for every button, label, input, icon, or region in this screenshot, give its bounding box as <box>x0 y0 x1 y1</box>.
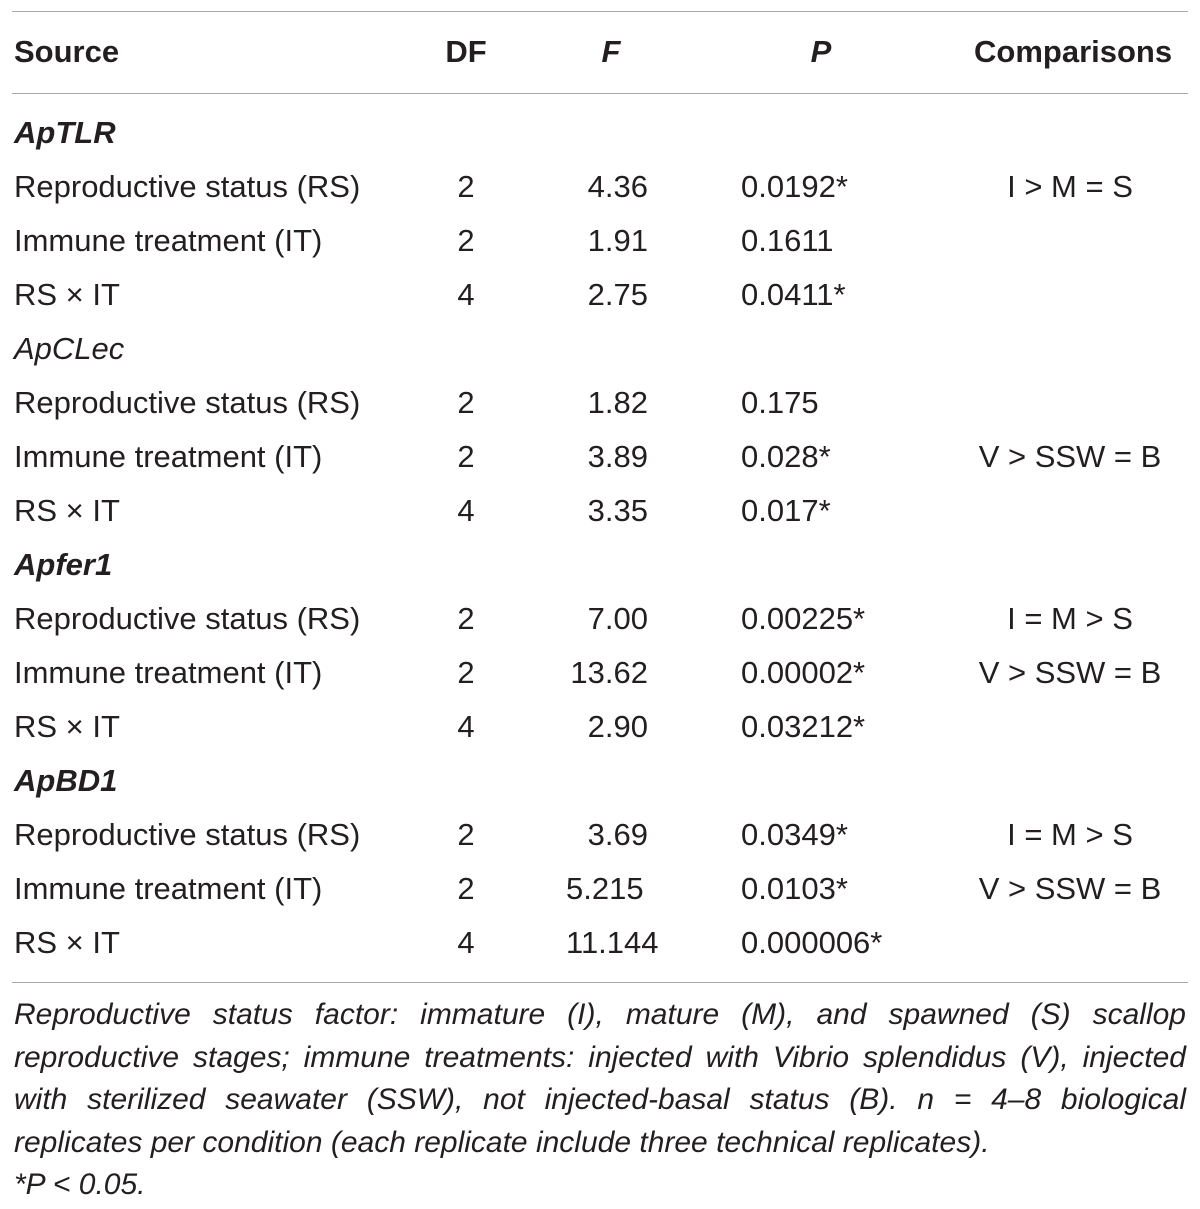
cell-df: 2 <box>457 655 475 690</box>
table-row <box>0 160 1200 214</box>
footnote-significance: *P < 0.05. <box>14 1168 146 1201</box>
cell-source: Reproductive status (RS) <box>14 385 361 420</box>
gene-row-apfer1 <box>0 538 1200 592</box>
table-row <box>0 916 1200 970</box>
header-source: Source <box>14 34 120 69</box>
cell-df: 2 <box>457 169 475 204</box>
cell-df: 2 <box>457 223 475 258</box>
cell-p: 0.028* <box>741 439 831 474</box>
cell-df: 2 <box>457 817 475 852</box>
cell-f: 3.89 <box>587 439 648 474</box>
cell-p: 0.0192* <box>741 169 848 204</box>
cell-f: 1.91 <box>587 223 648 258</box>
cell-f: 3.35 <box>587 493 648 528</box>
cell-df: 2 <box>457 601 475 636</box>
cell-df: 2 <box>457 439 475 474</box>
gene-label: ApTLR <box>14 115 116 150</box>
cell-f: 2.75 <box>587 277 648 312</box>
table-top-rule <box>12 11 1188 12</box>
cell-source: Immune treatment (IT) <box>14 223 323 258</box>
cell-source: Immune treatment (IT) <box>14 439 323 474</box>
table-row <box>0 214 1200 268</box>
table-footnote <box>14 994 1186 1207</box>
cell-f: 2.90 <box>587 709 648 744</box>
cell-source: RS × IT <box>14 493 120 528</box>
cell-comparisons: I > M = S <box>1007 169 1133 204</box>
gene-label: Apfer1 <box>14 547 113 582</box>
table-row <box>0 376 1200 430</box>
cell-df: 2 <box>457 871 475 906</box>
table-row <box>0 484 1200 538</box>
cell-source: RS × IT <box>14 925 120 960</box>
cell-source: Reproductive status (RS) <box>14 817 361 852</box>
cell-p: 0.00225* <box>741 601 866 636</box>
table-row <box>0 592 1200 646</box>
cell-source: Immune treatment (IT) <box>14 871 323 906</box>
cell-df: 4 <box>457 277 475 312</box>
cell-p: 0.0103* <box>741 871 848 906</box>
header-f: F <box>601 34 621 69</box>
gene-label: ApCLec <box>14 331 125 366</box>
footnote-text: Reproductive status factor: immature (I), mature (M), and spawned (S) scallop reproductive stages; immune treatments: injected with Vibrio splendidus (V), injected with sterilized seawater (SSW), not injected-basal status (B). n = 4–8 biological replicates per condition (each replicate include three technical replicates). <box>14 998 1186 1159</box>
table-row <box>0 646 1200 700</box>
table-row <box>0 808 1200 862</box>
cell-comparisons: I = M > S <box>1007 817 1133 852</box>
table-row <box>0 862 1200 916</box>
cell-source: RS × IT <box>14 709 120 744</box>
cell-comparisons: I = M > S <box>1007 601 1133 636</box>
cell-p: 0.1611 <box>741 223 834 258</box>
header-comparisons: Comparisons <box>974 34 1173 69</box>
header-p: P <box>810 34 832 69</box>
cell-comparisons: V > SSW = B <box>978 871 1162 906</box>
header-df: DF <box>445 34 487 69</box>
cell-source: Reproductive status (RS) <box>14 601 361 636</box>
cell-p: 0.0349* <box>741 817 848 852</box>
cell-f: 7.00 <box>587 601 648 636</box>
cell-df: 4 <box>457 925 475 960</box>
cell-p: 0.00002* <box>741 655 866 690</box>
cell-f: 11.144 <box>566 925 659 960</box>
table-row <box>0 700 1200 754</box>
cell-f: 13.62 <box>570 655 648 690</box>
cell-f: 4.36 <box>587 169 648 204</box>
table-header-rule <box>12 93 1188 94</box>
table-row <box>0 268 1200 322</box>
cell-source: RS × IT <box>14 277 120 312</box>
cell-f: 5.215 <box>566 871 644 906</box>
cell-p: 0.175 <box>741 385 819 420</box>
cell-f: 3.69 <box>587 817 648 852</box>
gene-row-aptlr <box>0 106 1200 160</box>
cell-comparisons: V > SSW = B <box>978 655 1162 690</box>
cell-comparisons: V > SSW = B <box>978 439 1162 474</box>
cell-source: Immune treatment (IT) <box>14 655 323 690</box>
table-bottom-rule <box>12 982 1188 983</box>
cell-df: 4 <box>457 709 475 744</box>
gene-row-apclec <box>0 322 1200 376</box>
cell-p: 0.017* <box>741 493 831 528</box>
cell-source: Reproductive status (RS) <box>14 169 361 204</box>
cell-p: 0.03212* <box>741 709 866 744</box>
cell-df: 4 <box>457 493 475 528</box>
cell-p: 0.000006* <box>741 925 883 960</box>
cell-df: 2 <box>457 385 475 420</box>
cell-p: 0.0411* <box>741 277 846 312</box>
cell-f: 1.82 <box>587 385 648 420</box>
table-header-row <box>0 25 1200 79</box>
gene-row-apbd1 <box>0 754 1200 808</box>
gene-label: ApBD1 <box>14 763 118 798</box>
table-row <box>0 430 1200 484</box>
